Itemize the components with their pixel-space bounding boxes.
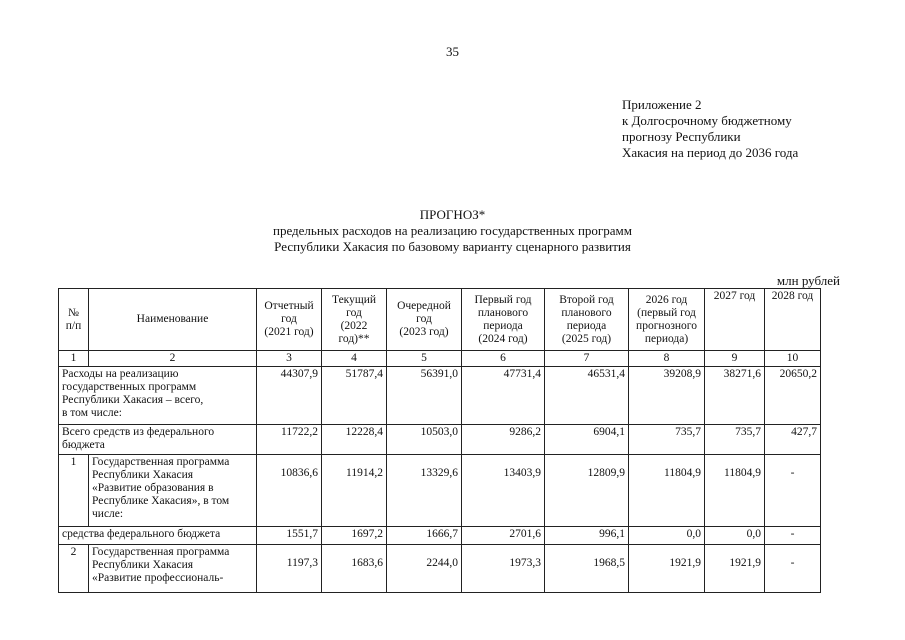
cell-value: 9286,2 xyxy=(462,425,545,455)
cell-value: 427,7 xyxy=(765,425,821,455)
column-number: 8 xyxy=(629,351,705,367)
cell-value: 6904,1 xyxy=(545,425,629,455)
cell-value: 1921,9 xyxy=(629,545,705,593)
appendix-line: Приложение 2 xyxy=(622,97,702,112)
cell-value: 44307,9 xyxy=(257,367,322,425)
column-number: 5 xyxy=(387,351,462,367)
cell-value: 46531,4 xyxy=(545,367,629,425)
header-2028: 2028 год xyxy=(765,289,821,351)
column-number: 10 xyxy=(765,351,821,367)
column-number: 4 xyxy=(322,351,387,367)
cell-value: 1921,9 xyxy=(705,545,765,593)
title-line: Республики Хакасия по базовому варианту сценарного развития xyxy=(274,239,631,254)
document-title xyxy=(0,207,905,255)
cell-value: 10836,6 xyxy=(257,455,322,527)
appendix-line: Хакасия на период до 2036 года xyxy=(622,145,799,160)
table-row xyxy=(59,527,821,545)
column-numbers-row xyxy=(59,351,821,367)
table-row xyxy=(59,367,821,425)
cell-value: - xyxy=(765,455,821,527)
cell-value: 51787,4 xyxy=(322,367,387,425)
cell-value: 1683,6 xyxy=(322,545,387,593)
header-2027: 2027 год xyxy=(705,289,765,351)
header-num: № п/п xyxy=(59,289,89,351)
cell-value: 56391,0 xyxy=(387,367,462,425)
cell-value: 2701,6 xyxy=(462,527,545,545)
cell-value: 11804,9 xyxy=(705,455,765,527)
row-name: Расходы на реализацию государственных программ Республики Хакасия – всего, в том числе: xyxy=(59,367,257,425)
cell-value: - xyxy=(765,527,821,545)
cell-value: 1697,2 xyxy=(322,527,387,545)
cell-value: 12809,9 xyxy=(545,455,629,527)
title-line: предельных расходов на реализацию государственных программ xyxy=(272,223,632,238)
row-name: Государственная программа Республики Хакасия «Развитие образования в Республике Хакасия», в том числе: xyxy=(89,455,257,527)
cell-value: 39208,9 xyxy=(629,367,705,425)
units-label: млн рублей xyxy=(776,273,840,288)
cell-value: 735,7 xyxy=(705,425,765,455)
cell-value: 13329,6 xyxy=(387,455,462,527)
row-name: Всего средств из федерального бюджета xyxy=(59,425,257,455)
table-row xyxy=(59,455,821,527)
cell-value: 12228,4 xyxy=(322,425,387,455)
header-2023: Очередной год (2023 год) xyxy=(387,289,462,351)
title-line: ПРОГНОЗ* xyxy=(419,207,486,222)
cell-value: 2244,0 xyxy=(387,545,462,593)
header-2022: Текущий год (2022 год)** xyxy=(322,289,387,351)
column-number: 3 xyxy=(257,351,322,367)
row-name: Государственная программа Республики Хакасия «Развитие профессиональ- xyxy=(89,545,257,593)
column-number: 1 xyxy=(59,351,89,367)
cell-value: 11804,9 xyxy=(629,455,705,527)
cell-value: 38271,6 xyxy=(705,367,765,425)
column-number: 6 xyxy=(462,351,545,367)
cell-value: 11914,2 xyxy=(322,455,387,527)
table-row xyxy=(59,545,821,593)
budget-table xyxy=(58,288,821,593)
cell-value: - xyxy=(765,545,821,593)
cell-value: 1666,7 xyxy=(387,527,462,545)
cell-value: 1973,3 xyxy=(462,545,545,593)
header-name: Наименование xyxy=(89,289,257,351)
cell-value: 20650,2 xyxy=(765,367,821,425)
cell-value: 11722,2 xyxy=(257,425,322,455)
cell-value: 13403,9 xyxy=(462,455,545,527)
cell-value: 996,1 xyxy=(545,527,629,545)
row-number: 2 xyxy=(59,545,89,593)
appendix-line: прогнозу Республики xyxy=(622,129,741,144)
header-2021: Отчетный год (2021 год) xyxy=(257,289,322,351)
cell-value: 1197,3 xyxy=(257,545,322,593)
cell-value: 1968,5 xyxy=(545,545,629,593)
column-number: 9 xyxy=(705,351,765,367)
cell-value: 47731,4 xyxy=(462,367,545,425)
row-number: 1 xyxy=(59,455,89,527)
column-number: 7 xyxy=(545,351,629,367)
cell-value: 0,0 xyxy=(705,527,765,545)
header-2026: 2026 год (первый год прогнозного периода) xyxy=(629,289,705,351)
appendix-note xyxy=(622,97,798,161)
cell-value: 735,7 xyxy=(629,425,705,455)
cell-value: 1551,7 xyxy=(257,527,322,545)
table-header-row xyxy=(59,289,821,351)
row-name: средства федерального бюджета xyxy=(59,527,257,545)
header-2025: Второй год планового периода (2025 год) xyxy=(545,289,629,351)
cell-value: 10503,0 xyxy=(387,425,462,455)
header-2024: Первый год планового периода (2024 год) xyxy=(462,289,545,351)
appendix-line: к Долгосрочному бюджетному xyxy=(622,113,792,128)
page-number: 35 xyxy=(446,44,459,59)
table-row xyxy=(59,425,821,455)
column-number: 2 xyxy=(89,351,257,367)
cell-value: 0,0 xyxy=(629,527,705,545)
